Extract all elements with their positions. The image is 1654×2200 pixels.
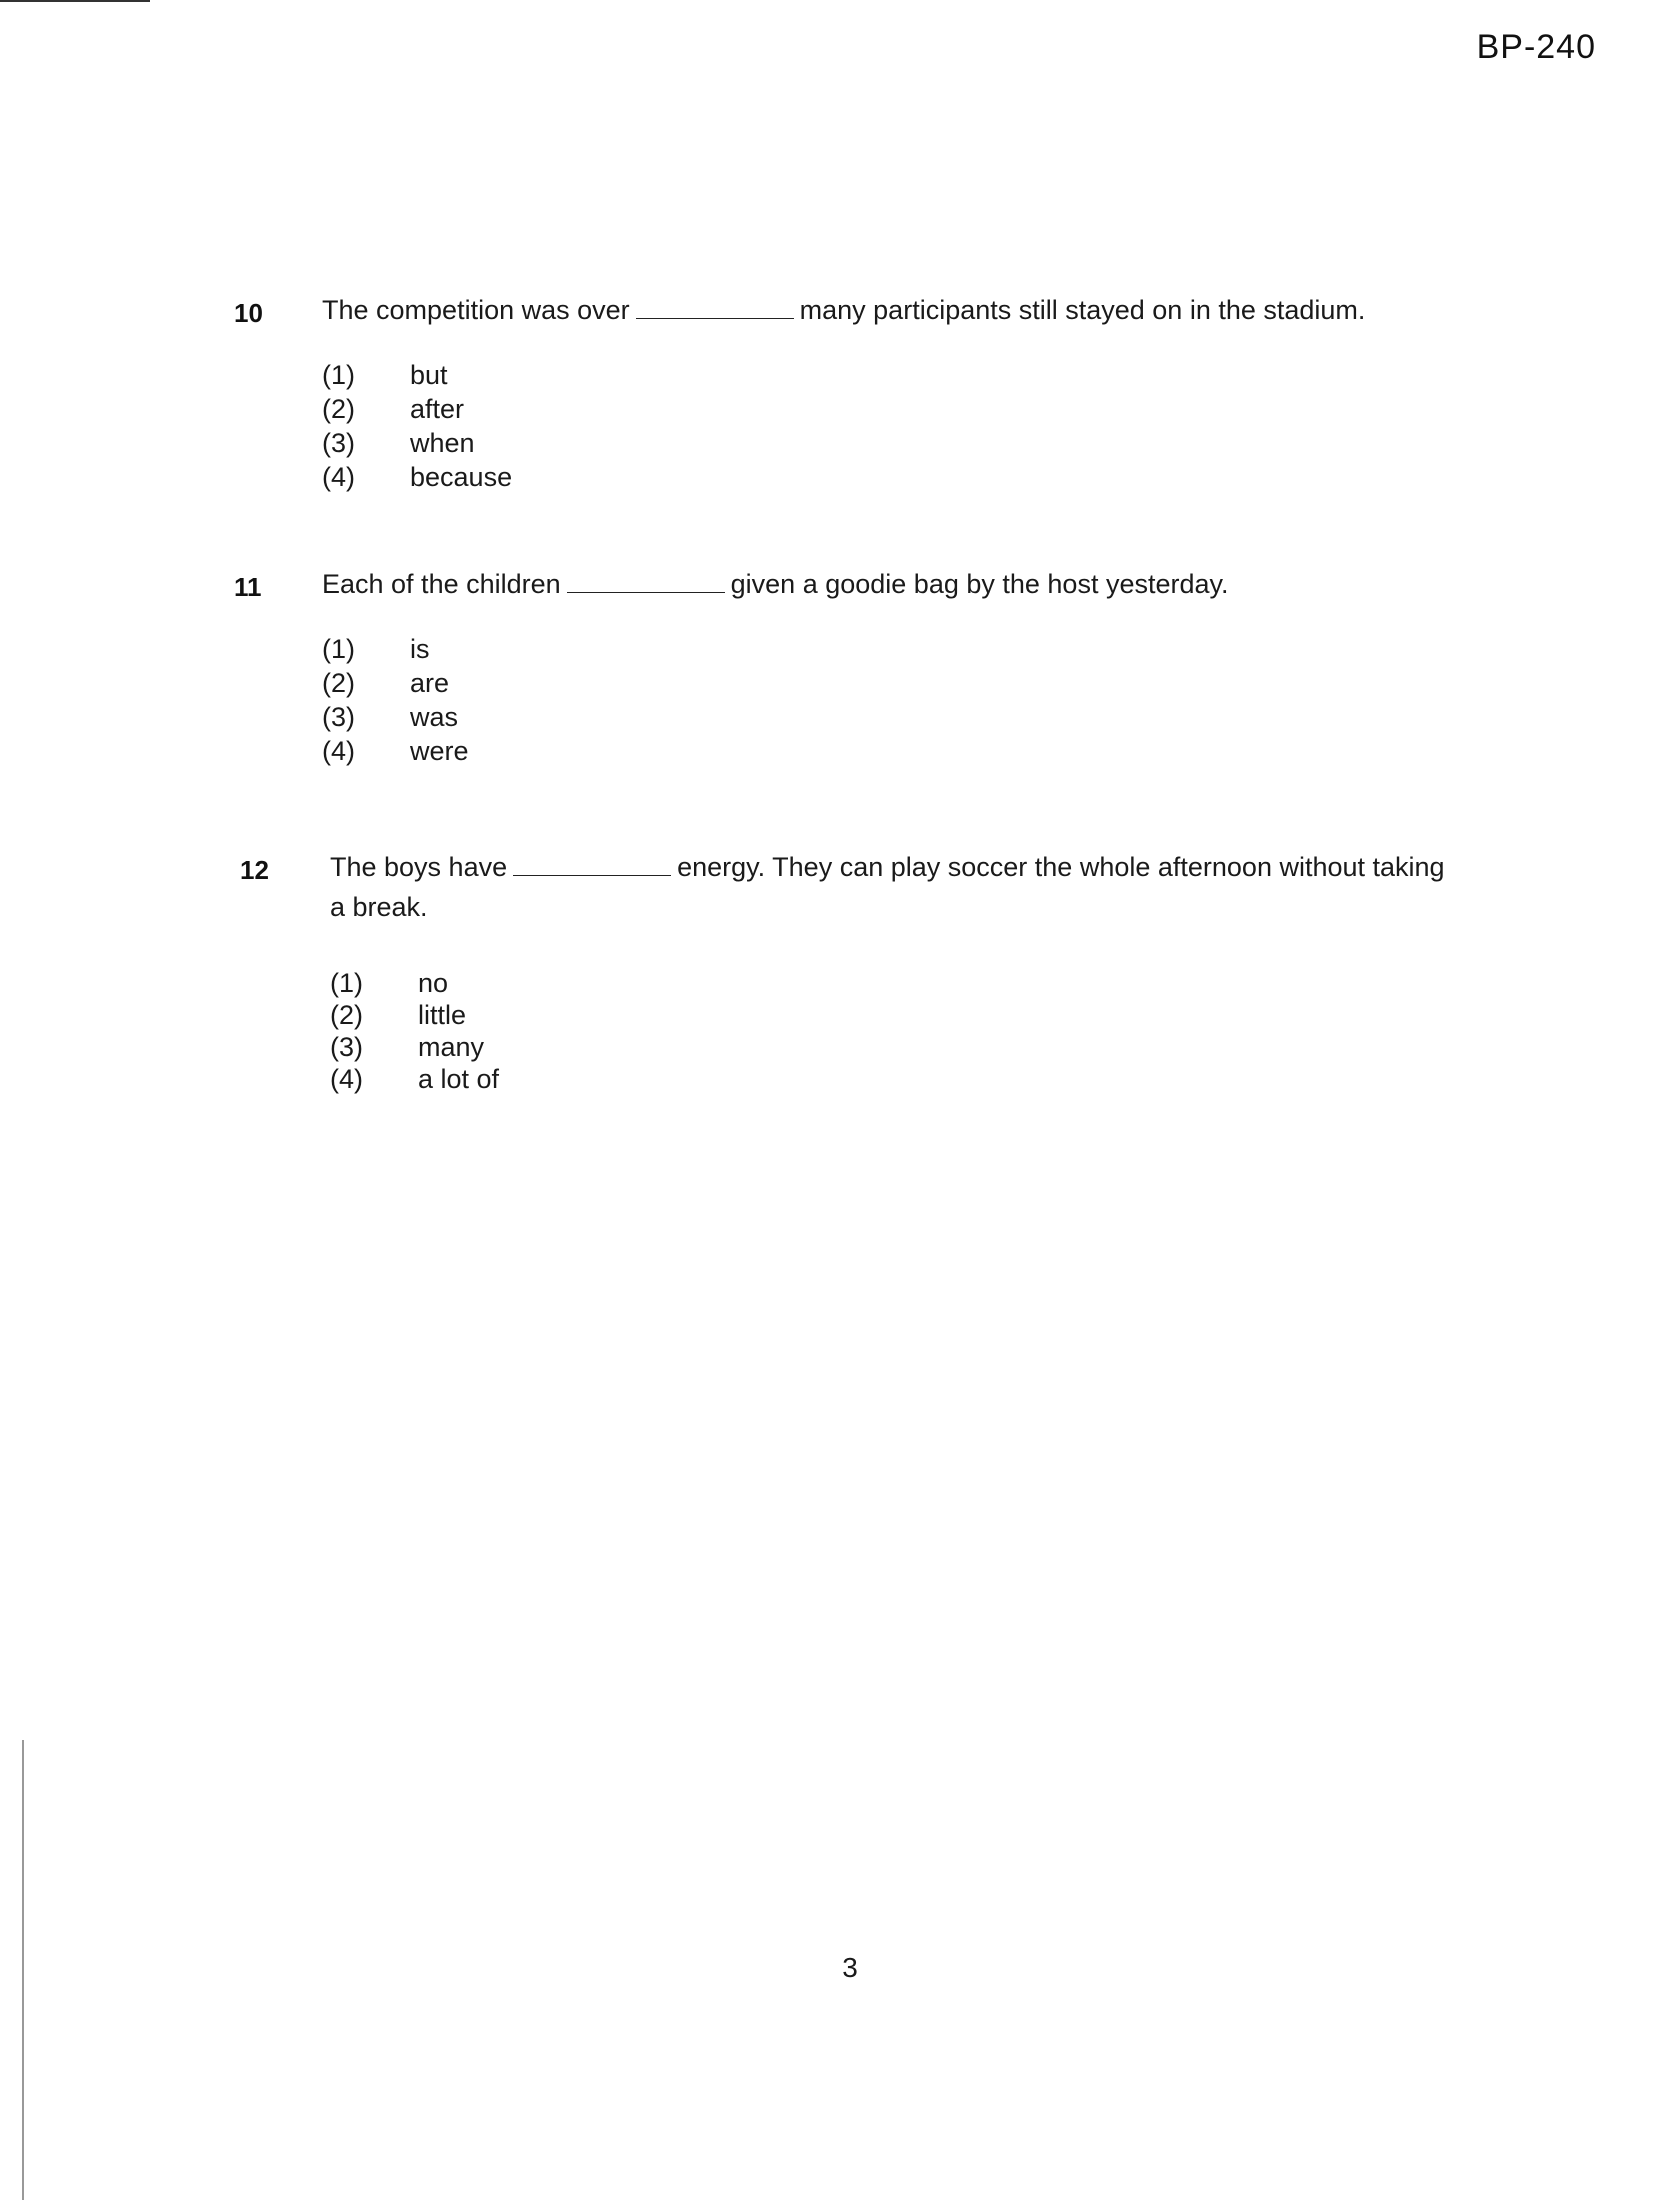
option-number: (1) [330,968,363,998]
question-text-before: The competition was over [322,295,630,325]
question-text-after: many participants still stayed on in the stadium. [799,295,1366,325]
question-number: 12 [240,855,269,885]
question-text [330,847,1450,927]
option-number: (2) [330,1000,363,1030]
option-4 [322,460,512,494]
option-4 [330,1063,499,1095]
option-label: when [410,428,475,458]
option-1 [322,632,469,666]
option-label: were [410,736,469,766]
option-label: no [418,968,449,998]
question-text-before: The boys have [330,852,508,882]
page-code: BP-240 [1476,28,1596,66]
option-label: many [418,1032,485,1062]
option-number: (3) [322,702,355,732]
option-number: (2) [322,394,355,424]
option-label: after [410,394,465,424]
question-number: 10 [234,298,263,328]
answer-blank [513,853,671,876]
option-1 [322,358,512,392]
option-number: (1) [322,634,355,664]
option-number: (2) [322,668,355,698]
option-label: was [410,702,459,732]
option-2 [322,666,469,700]
question-text-after: energy. They can play soccer the whole afternoon without taking a break. [330,852,1445,922]
options-list [322,358,512,494]
option-number: (4) [322,462,355,492]
option-label: but [410,360,448,390]
question-text-before: Each of the children [322,569,561,599]
option-label: are [410,668,450,698]
answer-blank [567,570,725,593]
option-3 [330,1031,499,1063]
option-3 [322,700,469,734]
option-label: because [410,462,513,492]
option-number: (3) [322,428,355,458]
option-2 [322,392,512,426]
page-number: 3 [842,1952,858,1983]
option-1 [330,967,499,999]
option-label: a lot of [418,1064,500,1094]
top-rule [0,0,150,2]
option-number: (1) [322,360,355,390]
option-3 [322,426,512,460]
option-label: is [410,634,430,664]
option-number: (3) [330,1032,363,1062]
question-number: 11 [234,572,262,602]
options-list [322,632,469,768]
option-label: little [418,1000,467,1030]
question-text [322,290,1452,330]
option-2 [330,999,499,1031]
answer-blank [636,296,794,319]
option-number: (4) [322,736,355,766]
question-text [322,564,1452,604]
option-4 [322,734,469,768]
question-text-after: given a goodie bag by the host yesterday. [730,569,1229,599]
options-list [330,967,499,1095]
option-number: (4) [330,1064,363,1094]
